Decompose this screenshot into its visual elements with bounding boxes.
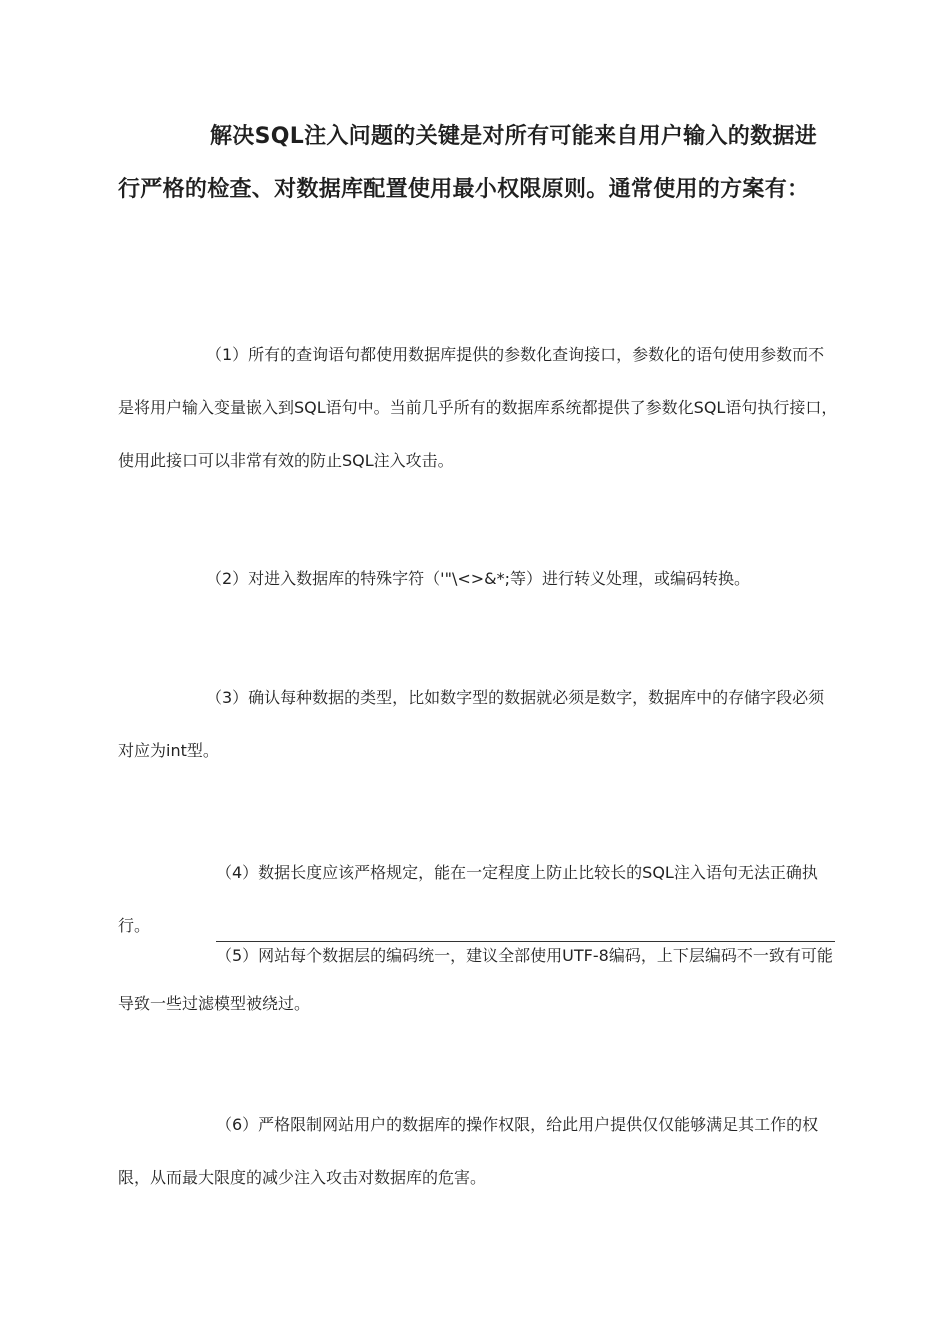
item-2-paragraph: （2）对进入数据库的特殊字符（'"\<>&*;等）进行转义处理，或编码转换。 [206, 569, 751, 588]
item-3-paragraph: （3）确认每种数据的类型，比如数字型的数据就必须是数字，数据库中的存储字段必须对应为int型。 [118, 688, 825, 760]
item-4-paragraph: （4）数据长度应该严格规定，能在一定程度上防止比较长的SQL注入语句无法正确执行。 [118, 863, 818, 935]
item-6-paragraph: （6）严格限制网站用户的数据库的操作权限，给此用户提供仅仅能够满足其工作的权限，从而最大限度的减少注入攻击对数据库的危害。 [118, 1115, 819, 1187]
intro-paragraph: 解决SQL注入问题的关键是对所有可能来自用户输入的数据进行严格的检查、对数据库配置使用最小权限原则。通常使用的方案有： [118, 124, 817, 202]
item-5-paragraph: （5）网站每个数据层的编码统一，建议全部使用UTF-8编码，上下层编码不一致有可能导致一些过滤模型被绕过。 [118, 946, 833, 1013]
item-1-paragraph: （1）所有的查询语句都使用数据库提供的参数化查询接口，参数化的语句使用参数而不是将用户输入变量嵌入到SQL语句中。当前几乎所有的数据库系统都提供了参数化SQL语句执行接口，使用此接口可以非常有效的防止SQL注入攻击。 [118, 345, 838, 470]
